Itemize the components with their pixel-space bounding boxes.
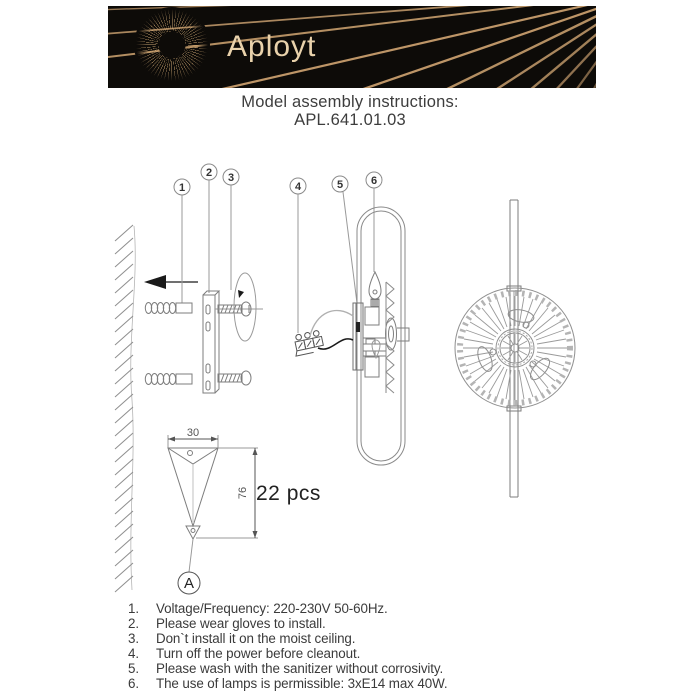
list-item: [128, 616, 608, 631]
item-number: 5.: [128, 661, 139, 677]
terminal-block: [292, 330, 325, 356]
callout-4-label: 4: [294, 181, 302, 193]
model-number: APL.641.01.03: [294, 111, 406, 129]
rotation-ellipse: [234, 273, 256, 341]
direction-arrow-icon: [144, 275, 198, 289]
list-item: [128, 631, 608, 646]
wall-anchor-top: [145, 303, 192, 314]
callout-6: [366, 172, 382, 188]
list-item: [128, 676, 608, 691]
title-block: [0, 93, 700, 129]
brand-name: Aployt: [227, 30, 317, 63]
list-item: [128, 661, 608, 676]
item-number: 3.: [128, 631, 139, 647]
instruction-list: [128, 601, 608, 692]
item-number: 6.: [128, 676, 139, 692]
quantity-label: 22 pcs: [256, 482, 321, 505]
fan-front-view: [455, 288, 575, 408]
callout-6-label: 6: [370, 175, 378, 187]
item-text: Turn off the power before cleanout.: [156, 646, 361, 662]
callout-1-label: 1: [178, 182, 186, 194]
item-text: The use of lamps is permissible: 3xE14 max 40W.: [156, 676, 448, 692]
crystal-part-drawing: [168, 435, 258, 594]
item-number: 4.: [128, 646, 139, 662]
width-dimension: 30: [186, 427, 200, 439]
height-dimension: 76: [237, 486, 249, 500]
item-text: Voltage/Frequency: 220-230V 50-60Hz.: [156, 601, 388, 616]
candle-bulb: [369, 272, 381, 307]
list-item: [128, 601, 608, 616]
part-a-label: A: [183, 575, 195, 592]
page-title: Model assembly instructions:: [241, 93, 459, 111]
item-text: Please wear gloves to install.: [156, 616, 326, 632]
callout-4: [290, 178, 306, 194]
screw-bottom: [218, 371, 251, 385]
wall-anchor-bottom: [145, 374, 192, 385]
callout-3: [223, 169, 239, 185]
callout-5: [332, 176, 348, 192]
list-item: [128, 646, 608, 661]
callout-2: [201, 164, 217, 180]
wall-hatch: [115, 225, 135, 592]
callout-3-label: 3: [227, 172, 235, 184]
assembly-diagram: [0, 140, 700, 605]
brand-logo-icon: [134, 7, 210, 83]
item-text: Please wash with the sanitizer without corrosivity.: [156, 661, 444, 677]
lamp-frame-loop: [357, 207, 405, 465]
item-number: 1.: [128, 601, 139, 616]
brand-banner: [108, 6, 596, 88]
callout-leaders-left: [182, 180, 231, 303]
callout-2-label: 2: [205, 167, 213, 179]
lamp-holders: [363, 307, 386, 377]
callout-1: [174, 179, 190, 195]
item-text: Don`t install it on the moist ceiling.: [156, 631, 356, 647]
item-number: 2.: [128, 616, 139, 632]
mounting-bracket: [203, 291, 219, 393]
callout-5-label: 5: [336, 179, 344, 191]
